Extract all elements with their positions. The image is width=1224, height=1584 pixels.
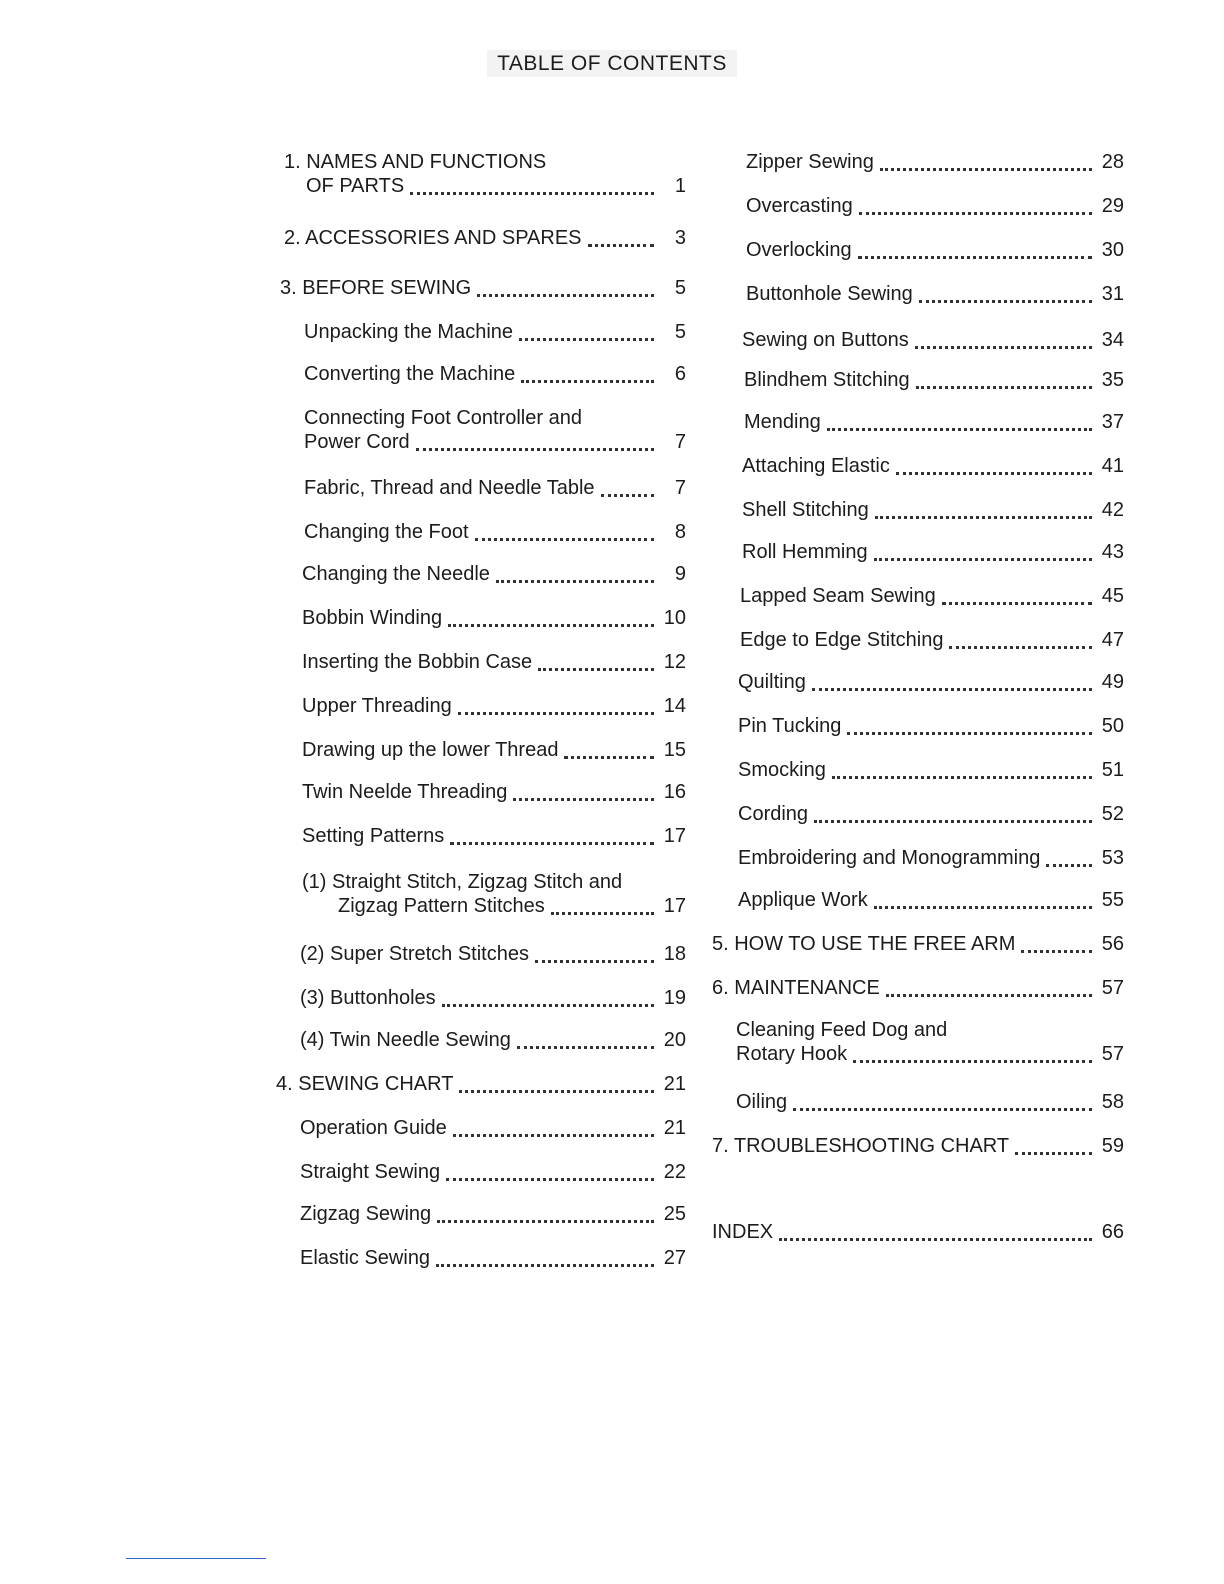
- toc-dot-leader: [1015, 1152, 1092, 1155]
- toc-dot-leader: [858, 256, 1092, 259]
- toc-dot-leader: [886, 994, 1092, 997]
- toc-page-number: 21: [663, 1073, 686, 1095]
- toc-page-number: 59: [1101, 1135, 1124, 1157]
- toc-entry: [742, 540, 1124, 564]
- toc-entry: [276, 1072, 686, 1096]
- toc-page-number: 21: [663, 1117, 686, 1139]
- toc-dot-leader: [827, 428, 1092, 431]
- toc-entry-title: Quilting: [738, 671, 806, 693]
- toc-page-number: 58: [1101, 1091, 1124, 1113]
- toc-page-number: 5: [674, 277, 686, 299]
- toc-page-number: 8: [674, 521, 686, 543]
- toc-entry: [738, 846, 1124, 870]
- toc-entry: [746, 150, 1124, 174]
- toc-dot-leader: [588, 244, 654, 247]
- toc-page-number: 52: [1101, 803, 1124, 825]
- toc-entry-title: Straight Sewing: [300, 1161, 441, 1183]
- toc-entry-title: Roll Hemming: [742, 541, 868, 563]
- toc-dot-leader: [446, 1178, 654, 1181]
- footer-rule: [126, 1558, 266, 1559]
- toc-dot-leader: [416, 448, 654, 451]
- toc-entry: [280, 276, 686, 300]
- toc-entry: [736, 1018, 1124, 1066]
- toc-entry: [746, 194, 1124, 218]
- toc-dot-leader: [517, 1046, 654, 1049]
- toc-entry-title: Cording: [738, 803, 809, 825]
- toc-entry-title: Drawing up the lower Thread: [302, 739, 559, 761]
- toc-page-number: 7: [674, 431, 686, 453]
- toc-entry-title: Mending: [744, 411, 821, 433]
- toc-dot-leader: [949, 646, 1092, 649]
- toc-entry-title: Overlocking: [746, 239, 852, 261]
- toc-entry-title: OF PARTS: [306, 175, 405, 197]
- toc-dot-leader: [919, 300, 1092, 303]
- toc-page-number: 51: [1101, 759, 1124, 781]
- toc-entry-title: INDEX: [712, 1221, 774, 1243]
- toc-page-number: 31: [1101, 283, 1124, 305]
- toc-entry-title: Embroidering and Monogramming: [738, 847, 1041, 869]
- toc-entry: [302, 824, 686, 848]
- toc-dot-leader: [521, 380, 654, 383]
- toc-dot-leader: [875, 516, 1092, 519]
- toc-page-number: 16: [663, 781, 686, 803]
- toc-page-number: 17: [663, 825, 686, 847]
- toc-entry: [304, 520, 686, 544]
- toc-page-number: 1: [674, 175, 686, 197]
- toc-entry-title: Shell Stitching: [742, 499, 869, 521]
- toc-dot-leader: [448, 624, 654, 627]
- toc-page-number: 29: [1101, 195, 1124, 217]
- toc-page-number: 53: [1101, 847, 1124, 869]
- toc-entry-title: (4) Twin Needle Sewing: [300, 1029, 511, 1051]
- toc-page-number: 57: [1101, 1043, 1124, 1065]
- toc-page-number: 9: [674, 563, 686, 585]
- toc-entry-title: Overcasting: [746, 195, 853, 217]
- toc-entry: [744, 410, 1124, 434]
- toc-entry-title: Rotary Hook: [736, 1043, 848, 1065]
- toc-entry: [738, 758, 1124, 782]
- toc-entry-title: Zigzag Sewing: [300, 1203, 432, 1225]
- toc-dot-leader: [793, 1108, 1092, 1111]
- toc-entry-title: 4. SEWING CHART: [276, 1073, 454, 1095]
- toc-page-number: 5: [674, 321, 686, 343]
- toc-entry: [302, 780, 686, 804]
- toc-dot-leader: [436, 1264, 654, 1267]
- toc-entry-title: Zigzag Pattern Stitches: [338, 895, 545, 917]
- toc-entry-title: Changing the Foot: [304, 521, 469, 543]
- toc-entry-title-line1: (1) Straight Stitch, Zigzag Stitch and: [302, 871, 623, 893]
- toc-dot-leader: [538, 668, 654, 671]
- toc-entry-title: Operation Guide: [300, 1117, 447, 1139]
- toc-page-number: 66: [1101, 1221, 1124, 1243]
- toc-entry: [740, 628, 1124, 652]
- toc-entry: [738, 802, 1124, 826]
- toc-entry-title: 5. HOW TO USE THE FREE ARM: [712, 933, 1016, 955]
- toc-entry: [300, 1116, 686, 1140]
- toc-dot-leader: [459, 1090, 654, 1093]
- toc-entry: [304, 362, 686, 386]
- toc-page-number: 57: [1101, 977, 1124, 999]
- toc-entry: [712, 932, 1124, 956]
- toc-entry-title-line1: Connecting Foot Controller and: [304, 407, 582, 429]
- toc-entry: [742, 328, 1124, 352]
- toc-entry: [302, 606, 686, 630]
- toc-page-number: 15: [663, 739, 686, 761]
- toc-dot-leader: [564, 756, 654, 759]
- toc-entry: [302, 650, 686, 674]
- toc-dot-leader: [874, 906, 1092, 909]
- toc-dot-leader: [853, 1060, 1092, 1063]
- toc-dot-leader: [437, 1220, 654, 1223]
- toc-entry-title: Inserting the Bobbin Case: [302, 651, 533, 673]
- toc-dot-leader: [601, 494, 654, 497]
- toc-page-number: 17: [663, 895, 686, 917]
- toc-page-number: 28: [1101, 151, 1124, 173]
- toc-page-number: 20: [663, 1029, 686, 1051]
- toc-dot-leader: [896, 472, 1092, 475]
- toc-entry-title: Changing the Needle: [302, 563, 490, 585]
- toc-entry: [284, 226, 686, 250]
- toc-entry: [712, 1220, 1124, 1244]
- toc-entry: [304, 406, 686, 454]
- toc-dot-leader: [915, 346, 1092, 349]
- toc-entry-title: Sewing on Buttons: [742, 329, 909, 351]
- toc-dot-leader: [477, 294, 654, 297]
- toc-entry-title: Attaching Elastic: [742, 455, 890, 477]
- toc-entry-second-line: [304, 430, 686, 454]
- toc-dot-leader: [779, 1238, 1092, 1241]
- toc-entry: [304, 476, 686, 500]
- toc-dot-leader: [475, 538, 654, 541]
- toc-entry: [712, 976, 1124, 1000]
- toc-entry-title: Applique Work: [738, 889, 868, 911]
- toc-dot-leader: [410, 192, 654, 195]
- toc-dot-leader: [832, 776, 1092, 779]
- toc-page-number: 27: [663, 1247, 686, 1269]
- toc-dot-leader: [442, 1004, 654, 1007]
- toc-dot-leader: [496, 580, 654, 583]
- toc-page-number: 35: [1101, 369, 1124, 391]
- toc-entry-title: Fabric, Thread and Needle Table: [304, 477, 595, 499]
- toc-page-number: 3: [674, 227, 686, 249]
- toc-dot-leader: [1021, 950, 1092, 953]
- toc-dot-leader: [916, 386, 1092, 389]
- toc-entry-title: Power Cord: [304, 431, 410, 453]
- toc-dot-leader: [859, 212, 1092, 215]
- toc-entry-title: 6. MAINTENANCE: [712, 977, 880, 999]
- toc-entry-title: Zipper Sewing: [746, 151, 874, 173]
- toc-entry-title-line1: 1. NAMES AND FUNCTIONS: [284, 151, 547, 173]
- toc-page-number: 10: [663, 607, 686, 629]
- toc-entry-title-line1: Cleaning Feed Dog and: [736, 1019, 948, 1041]
- toc-page-number: 18: [663, 943, 686, 965]
- toc-entry: [302, 562, 686, 586]
- toc-entry-title: Setting Patterns: [302, 825, 445, 847]
- toc-entry: [746, 282, 1124, 306]
- toc-entry: [736, 1090, 1124, 1114]
- toc-page-number: 14: [663, 695, 686, 717]
- toc-entry: [300, 1160, 686, 1184]
- toc-dot-leader: [942, 602, 1092, 605]
- toc-entry-title: 2. ACCESSORIES AND SPARES: [284, 227, 582, 249]
- toc-dot-leader: [814, 820, 1092, 823]
- toc-page-number: 19: [663, 987, 686, 1009]
- toc-dot-leader: [812, 688, 1092, 691]
- toc-entry: [304, 320, 686, 344]
- toc-page-number: 49: [1101, 671, 1124, 693]
- toc-entry-title: Upper Threading: [302, 695, 452, 717]
- toc-page-number: 22: [663, 1161, 686, 1183]
- toc-entry-title: Converting the Machine: [304, 363, 516, 385]
- toc-page-number: 12: [663, 651, 686, 673]
- toc-entry: [300, 1246, 686, 1270]
- toc-entry-title: Pin Tucking: [738, 715, 842, 737]
- toc-entry-title: Bobbin Winding: [302, 607, 443, 629]
- toc-entry-title: Edge to Edge Stitching: [740, 629, 944, 651]
- toc-page-number: 55: [1101, 889, 1124, 911]
- toc-entry: [300, 1202, 686, 1226]
- toc-page-number: 41: [1101, 455, 1124, 477]
- toc-entry-title: Twin Neelde Threading: [302, 781, 508, 803]
- toc-page-number: 34: [1101, 329, 1124, 351]
- toc-dot-leader: [519, 338, 654, 341]
- toc-entry: [738, 888, 1124, 912]
- toc-entry: [712, 1134, 1124, 1158]
- toc-entry: [742, 498, 1124, 522]
- toc-page-number: 45: [1101, 585, 1124, 607]
- toc-entry-title: (3) Buttonholes: [300, 987, 436, 1009]
- toc-entry-title: 3. BEFORE SEWING: [280, 277, 472, 299]
- toc-entry-second-line: [736, 1042, 1124, 1066]
- toc-entry: [738, 670, 1124, 694]
- toc-dot-leader: [453, 1134, 654, 1137]
- toc-page-number: 50: [1101, 715, 1124, 737]
- toc-entry-second-line: [302, 894, 686, 918]
- toc-entry: [738, 714, 1124, 738]
- toc-dot-leader: [880, 168, 1092, 171]
- toc-dot-leader: [535, 960, 654, 963]
- toc-entry: [302, 694, 686, 718]
- toc-entry: [300, 986, 686, 1010]
- toc-entry-title: Lapped Seam Sewing: [740, 585, 936, 607]
- toc-dot-leader: [458, 712, 654, 715]
- toc-page-number: 6: [674, 363, 686, 385]
- toc-entry: [746, 238, 1124, 262]
- toc-dot-leader: [1046, 864, 1092, 867]
- toc-entry-title: Elastic Sewing: [300, 1247, 431, 1269]
- toc-entry: [300, 942, 686, 966]
- toc-page-number: 43: [1101, 541, 1124, 563]
- toc-entry-title: Buttonhole Sewing: [746, 283, 913, 305]
- page-title: [0, 52, 1224, 76]
- toc-entry-title: Smocking: [738, 759, 826, 781]
- toc-entry-title: (2) Super Stretch Stitches: [300, 943, 529, 965]
- toc-page-number: 30: [1101, 239, 1124, 261]
- toc-entry: [302, 738, 686, 762]
- toc-entry-second-line: [284, 174, 686, 198]
- page-title-text: TABLE OF CONTENTS: [487, 50, 737, 77]
- toc-dot-leader: [847, 732, 1092, 735]
- toc-dot-leader: [513, 798, 654, 801]
- toc-entry: [302, 870, 686, 918]
- toc-dot-leader: [551, 912, 654, 915]
- toc-entry-title: Unpacking the Machine: [304, 321, 514, 343]
- toc-entry-title: Oiling: [736, 1091, 788, 1113]
- toc-entry: [744, 368, 1124, 392]
- toc-page-number: 7: [674, 477, 686, 499]
- toc-page-number: 42: [1101, 499, 1124, 521]
- toc-page-number: 47: [1101, 629, 1124, 651]
- toc-entry-title: 7. TROUBLESHOOTING CHART: [712, 1135, 1010, 1157]
- toc-entry: [740, 584, 1124, 608]
- toc-entry: [284, 150, 686, 198]
- toc-page-number: 37: [1101, 411, 1124, 433]
- toc-entry: [742, 454, 1124, 478]
- toc-entry: [300, 1028, 686, 1052]
- toc-page-number: 25: [663, 1203, 686, 1225]
- toc-dot-leader: [874, 558, 1092, 561]
- toc-dot-leader: [450, 842, 654, 845]
- toc-entry-title: Blindhem Stitching: [744, 369, 910, 391]
- toc-page-number: 56: [1101, 933, 1124, 955]
